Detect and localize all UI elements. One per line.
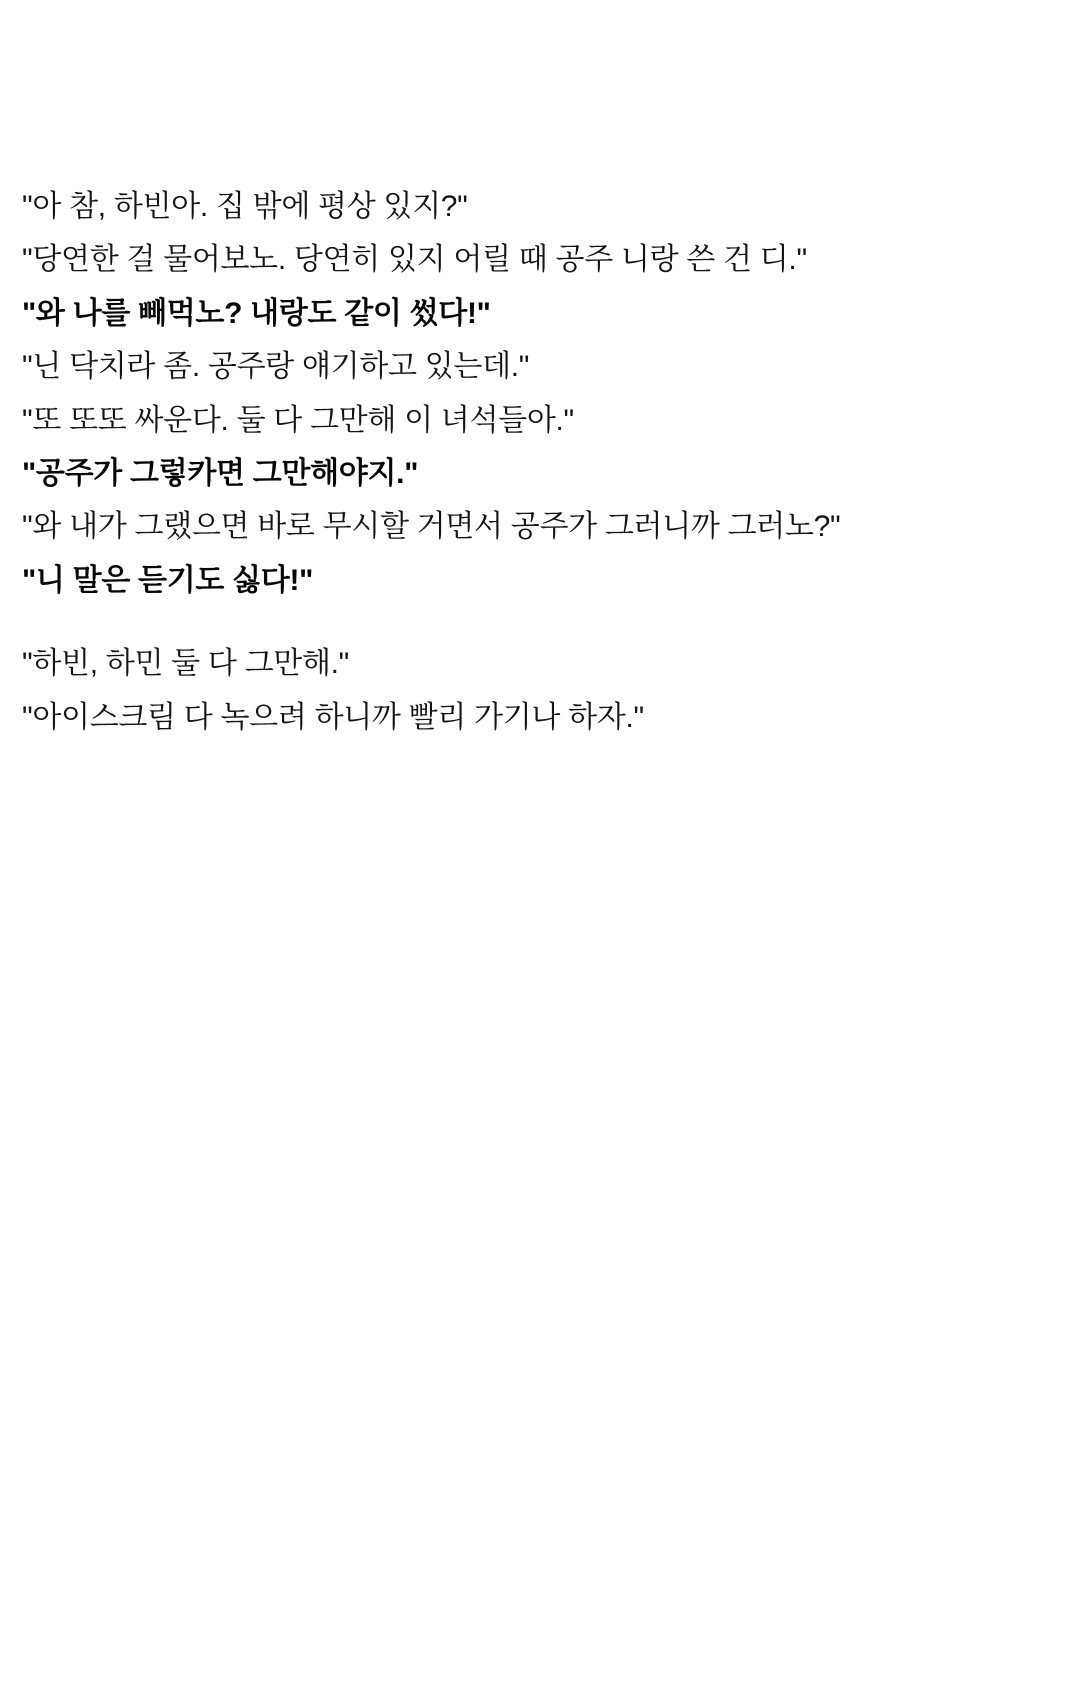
story-line: "닌 닥치라 좀. 공주랑 얘기하고 있는데." [22,350,530,384]
story-line: "와 내가 그랬으면 바로 무시할 거면서 공주가 그러니까 그러노?" [22,510,841,544]
story-line: "당연한 걸 물어보노. 당연히 있지 어릴 때 공주 니랑 쓴 건 디." [22,243,807,277]
story-line: "아 참, 하빈아. 집 밖에 평상 있지?" [22,190,468,223]
paragraph-spacer [22,607,1035,637]
story-line: "공주가 그렇카면 그만해야지." [22,456,419,490]
story-text-body [22,180,1035,744]
story-line: "니 말은 듣기도 싫다!" [22,563,314,597]
story-line: "또 또또 싸운다. 둘 다 그만해 이 녀석들아." [22,403,574,437]
story-line: "와 나를 빼먹노? 내랑도 같이 썼다!" [22,296,491,330]
story-line: "아이스크림 다 녹으려 하니까 빨리 가기나 하자." [22,700,644,734]
story-line: "하빈, 하민 둘 다 그만해." [22,647,350,681]
